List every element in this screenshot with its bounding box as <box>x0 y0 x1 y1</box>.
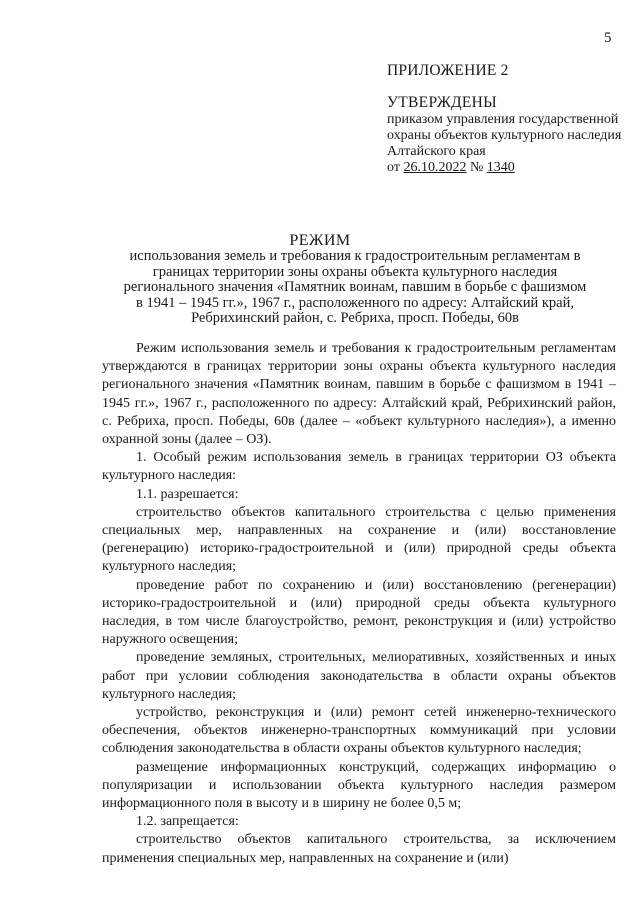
paragraph-allowed-restoration: проведение работ по сохранению и (или) восстановлению (регенерации) историко-градостроительной и (или) природной среды объекта культурного наследия, в том числе благоустройство, ремонт, реконструкция и (или) устройство наружного освещения; <box>102 577 616 648</box>
paragraph-prohibited-construction: строительство объектов капитального строительства, за исключением применения специальных мер, направленных на сохранение и (или) <box>102 832 616 866</box>
approval-block <box>387 94 627 176</box>
approval-number: 1340 <box>486 160 515 175</box>
paragraph-section-1: 1. Особый режим использования земель в границах территории ОЗ объекта культурного наследия: <box>102 450 616 484</box>
document-subtitle: использования земель и требования к градостроительным регламентам в границах территории зоны охраны объекта культурного наследия регионального значения «Памятник воинам, павшим в борьбе с фашизмом в 1941 – 1945 гг.», 1967 г., расположенного по адресу: Алтайский край, Ребрихинский район, с. Ребриха, просп. Победы, 60в <box>123 248 587 326</box>
document-body <box>102 340 616 868</box>
approval-date-line <box>387 160 627 176</box>
appendix-label: ПРИЛОЖЕНИЕ 2 <box>387 62 509 79</box>
paragraph-allowed-networks: устройство, реконструкция и (или) ремонт сетей инженерно-технического обеспечения, объектов инженерно-транспортных коммуникаций при условии соблюдения законодательства в области охраны объектов культурного наследия; <box>102 705 616 757</box>
paragraph-allowed-earthworks: проведение земляных, строительных, мелиоративных, хозяйственных и иных работ при условии соблюдения законодательства в области охраны объектов культурного наследия; <box>102 650 616 702</box>
paragraph-intro: Режим использования земель и требования к градостроительным регламентам утверждаются в границах территории зоны охраны объекта культурного наследия регионального значения «Памятник воинам, павшим в борьбе с фашизмом в 1941 – 1945 гг.», 1967 г., расположенного по адресу: Алтайский край, Ребрихинский район, с. Ребриха, просп. Победы, 60в (далее – «объект культурного наследия»), а именно охранной зоны (далее – ОЗ). <box>102 341 616 448</box>
approval-date: 26.10.2022 <box>403 160 467 175</box>
approval-heading: УТВЕРЖДЕНЫ <box>387 94 497 111</box>
paragraph-section-1-2: 1.2. запрещается: <box>136 814 239 830</box>
document-title: РЕЖИМ <box>289 232 351 249</box>
page-number: 5 <box>604 30 612 46</box>
approval-order-text: приказом управления государственной охраны объектов культурного наследия Алтайского края <box>387 112 622 159</box>
paragraph-allowed-signage: размещение информационных конструкций, содержащих информацию о популяризации и использовании объекта культурного наследия размером информационного поля в высоту и в ширину не более 0,5 м; <box>102 759 616 812</box>
paragraph-section-1-1: 1.1. разрешается: <box>136 486 239 502</box>
approval-date-prefix: от <box>387 160 404 175</box>
approval-number-prefix: № <box>466 160 487 175</box>
paragraph-allowed-construction: строительство объектов капитального строительства с целью применения специальных мер, направленных на сохранение и (или) восстановление (регенерацию) историко-градостроительной и (или) природной среды объекта культурного наследия; <box>102 504 616 575</box>
